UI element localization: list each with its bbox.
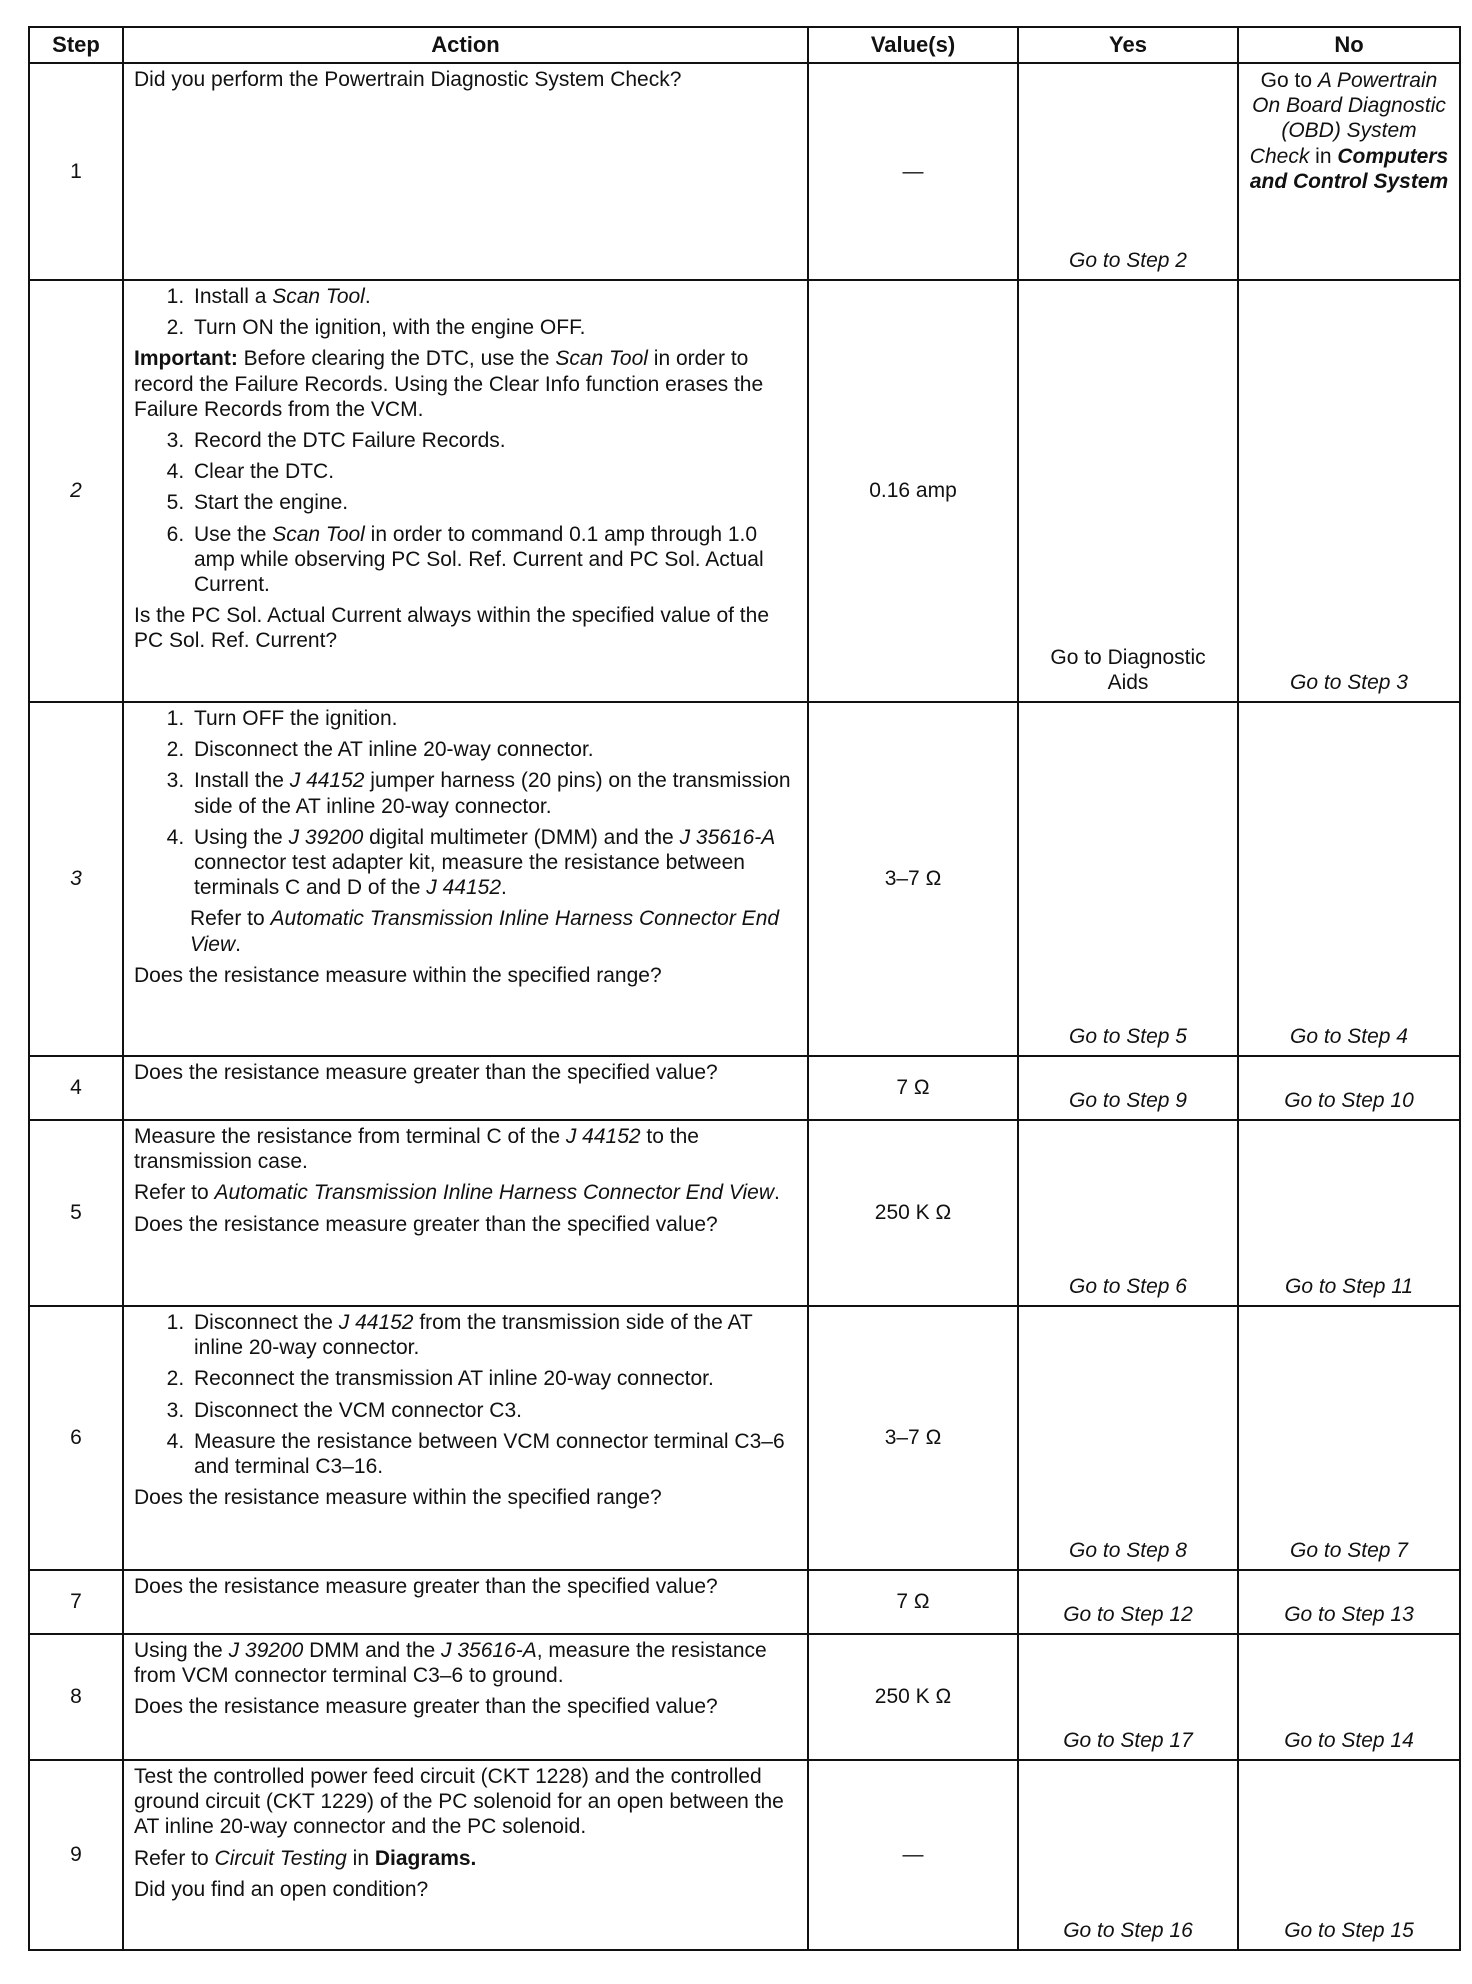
important-note: Important: Before clearing the DTC, use the Scan Tool in order to record the Failure Records. Using the Clear Info function erases the Failure Records from the VCM. <box>134 347 764 421</box>
table-row <box>29 1306 1460 1570</box>
action-item: 3. Record the DTC Failure Records. <box>190 428 797 453</box>
header-yes: Yes <box>1018 27 1238 63</box>
action-text: Using the J 39200 DMM and the J 35616-A, measure the resistance from VCM connector terminal C3–6 to ground. <box>134 1639 767 1688</box>
value-cell: 250 K Ω <box>808 1120 1018 1306</box>
step-number: 7 <box>29 1570 123 1634</box>
reference-note: Refer to Automatic Transmission Inline Harness Connector End View. <box>190 907 780 956</box>
value-cell: 250 K Ω <box>808 1634 1018 1760</box>
table-row <box>29 1120 1460 1306</box>
table-row <box>29 1634 1460 1760</box>
action-item: 3. Disconnect the VCM connector C3. <box>190 1398 797 1423</box>
action-item: 4. Using the J 39200 digital multimeter (DMM) and the J 35616-A connector test adapter kit, measure the resistance between terminals C and D of the J 44152. <box>190 825 797 901</box>
value-cell: 7 Ω <box>808 1056 1018 1120</box>
action-item: 3. Install the J 44152 jumper harness (20 pins) on the transmission side of the AT inline 20-way connector. <box>190 768 797 818</box>
value-cell: — <box>808 1760 1018 1950</box>
header-row <box>29 27 1460 63</box>
action-cell <box>123 1306 808 1570</box>
yes-cell: Go to Diagnostic Aids <box>1018 280 1238 702</box>
step-number: 9 <box>29 1760 123 1950</box>
value-cell: 7 Ω <box>808 1570 1018 1634</box>
step-number: 3 <box>29 702 123 1056</box>
action-question: Did you find an open condition? <box>134 1877 429 1901</box>
no-cell: Go to A Powertrain On Board Diagnostic (OBD) System Check in Computers and Control System <box>1238 63 1460 280</box>
action-cell <box>123 63 808 280</box>
action-item: 2. Turn ON the ignition, with the engine OFF. <box>190 315 797 340</box>
header-action: Action <box>123 27 808 63</box>
header-step: Step <box>29 27 123 63</box>
value-cell: — <box>808 63 1018 280</box>
reference-note: Refer to Automatic Transmission Inline Harness Connector End View. <box>134 1181 780 1205</box>
reference-note: Refer to Circuit Testing in Diagrams. <box>134 1846 477 1870</box>
action-item: 1. Install a Scan Tool. <box>190 284 797 309</box>
no-cell: Go to Step 14 <box>1238 1634 1460 1760</box>
step-number: 4 <box>29 1056 123 1120</box>
value-cell: 3–7 Ω <box>808 1306 1018 1570</box>
table-row <box>29 1056 1460 1120</box>
yes-cell: Go to Step 5 <box>1018 702 1238 1056</box>
action-cell <box>123 1570 808 1634</box>
step-number: 5 <box>29 1120 123 1306</box>
action-cell <box>123 1760 808 1950</box>
action-item: 4. Measure the resistance between VCM connector terminal C3–6 and terminal C3–16. <box>190 1429 797 1479</box>
action-question: Does the resistance measure within the specified range? <box>134 963 662 987</box>
action-item: 2. Disconnect the AT inline 20-way connector. <box>190 737 797 762</box>
action-text: Test the controlled power feed circuit (CKT 1228) and the controlled ground circuit (CKT 1229) of the PC solenoid for an open between the AT inline 20-way connector and the PC solenoid. <box>134 1765 784 1839</box>
yes-cell: Go to Step 8 <box>1018 1306 1238 1570</box>
yes-cell: Go to Step 16 <box>1018 1760 1238 1950</box>
action-question: Does the resistance measure greater than the specified value? <box>134 1575 718 1598</box>
no-cell: Go to Step 10 <box>1238 1056 1460 1120</box>
no-cell: Go to Step 3 <box>1238 280 1460 702</box>
action-question: Does the resistance measure greater than the specified value? <box>134 1061 718 1084</box>
table-row <box>29 702 1460 1056</box>
action-question: Does the resistance measure greater than the specified value? <box>134 1212 718 1236</box>
step-number: 2 <box>29 280 123 702</box>
yes-cell: Go to Step 12 <box>1018 1570 1238 1634</box>
value-cell: 3–7 Ω <box>808 702 1018 1056</box>
step-number: 8 <box>29 1634 123 1760</box>
no-cell: Go to Step 4 <box>1238 702 1460 1056</box>
value-cell: 0.16 amp <box>808 280 1018 702</box>
action-cell <box>123 1634 808 1760</box>
action-item: 2. Reconnect the transmission AT inline 20-way connector. <box>190 1366 797 1391</box>
action-item: 1. Disconnect the J 44152 from the transmission side of the AT inline 20-way connector. <box>190 1310 797 1360</box>
action-cell <box>123 280 808 702</box>
table-row <box>29 280 1460 702</box>
action-question: Does the resistance measure within the specified range? <box>134 1486 662 1510</box>
action-text: Measure the resistance from terminal C of the J 44152 to the transmission case. <box>134 1125 699 1174</box>
no-cell: Go to Step 15 <box>1238 1760 1460 1950</box>
action-cell <box>123 702 808 1056</box>
table-row <box>29 1570 1460 1634</box>
step-number: 1 <box>29 63 123 280</box>
no-cell: Go to Step 11 <box>1238 1120 1460 1306</box>
header-values: Value(s) <box>808 27 1018 63</box>
no-cell: Go to Step 7 <box>1238 1306 1460 1570</box>
action-cell <box>123 1120 808 1306</box>
yes-cell: Go to Step 2 <box>1018 63 1238 280</box>
header-no: No <box>1238 27 1460 63</box>
action-item: 4. Clear the DTC. <box>190 459 797 484</box>
action-question: Did you perform the Powertrain Diagnostic System Check? <box>134 68 682 91</box>
table-row <box>29 63 1460 280</box>
action-question: Is the PC Sol. Actual Current always within the specified value of the PC Sol. Ref. Current? <box>134 604 769 653</box>
no-cell: Go to Step 13 <box>1238 1570 1460 1634</box>
yes-cell: Go to Step 6 <box>1018 1120 1238 1306</box>
step-number: 6 <box>29 1306 123 1570</box>
yes-cell: Go to Step 9 <box>1018 1056 1238 1120</box>
action-question: Does the resistance measure greater than the specified value? <box>134 1695 718 1719</box>
table-row <box>29 1760 1460 1950</box>
diagnostic-table <box>28 26 1461 1951</box>
action-item: 5. Start the engine. <box>190 490 797 515</box>
action-item: 1. Turn OFF the ignition. <box>190 706 797 731</box>
action-cell <box>123 1056 808 1120</box>
action-item: 6. Use the Scan Tool in order to command 0.1 amp through 1.0 amp while observing PC Sol. Ref. Current and PC Sol. Actual Current. <box>190 522 797 598</box>
yes-cell: Go to Step 17 <box>1018 1634 1238 1760</box>
